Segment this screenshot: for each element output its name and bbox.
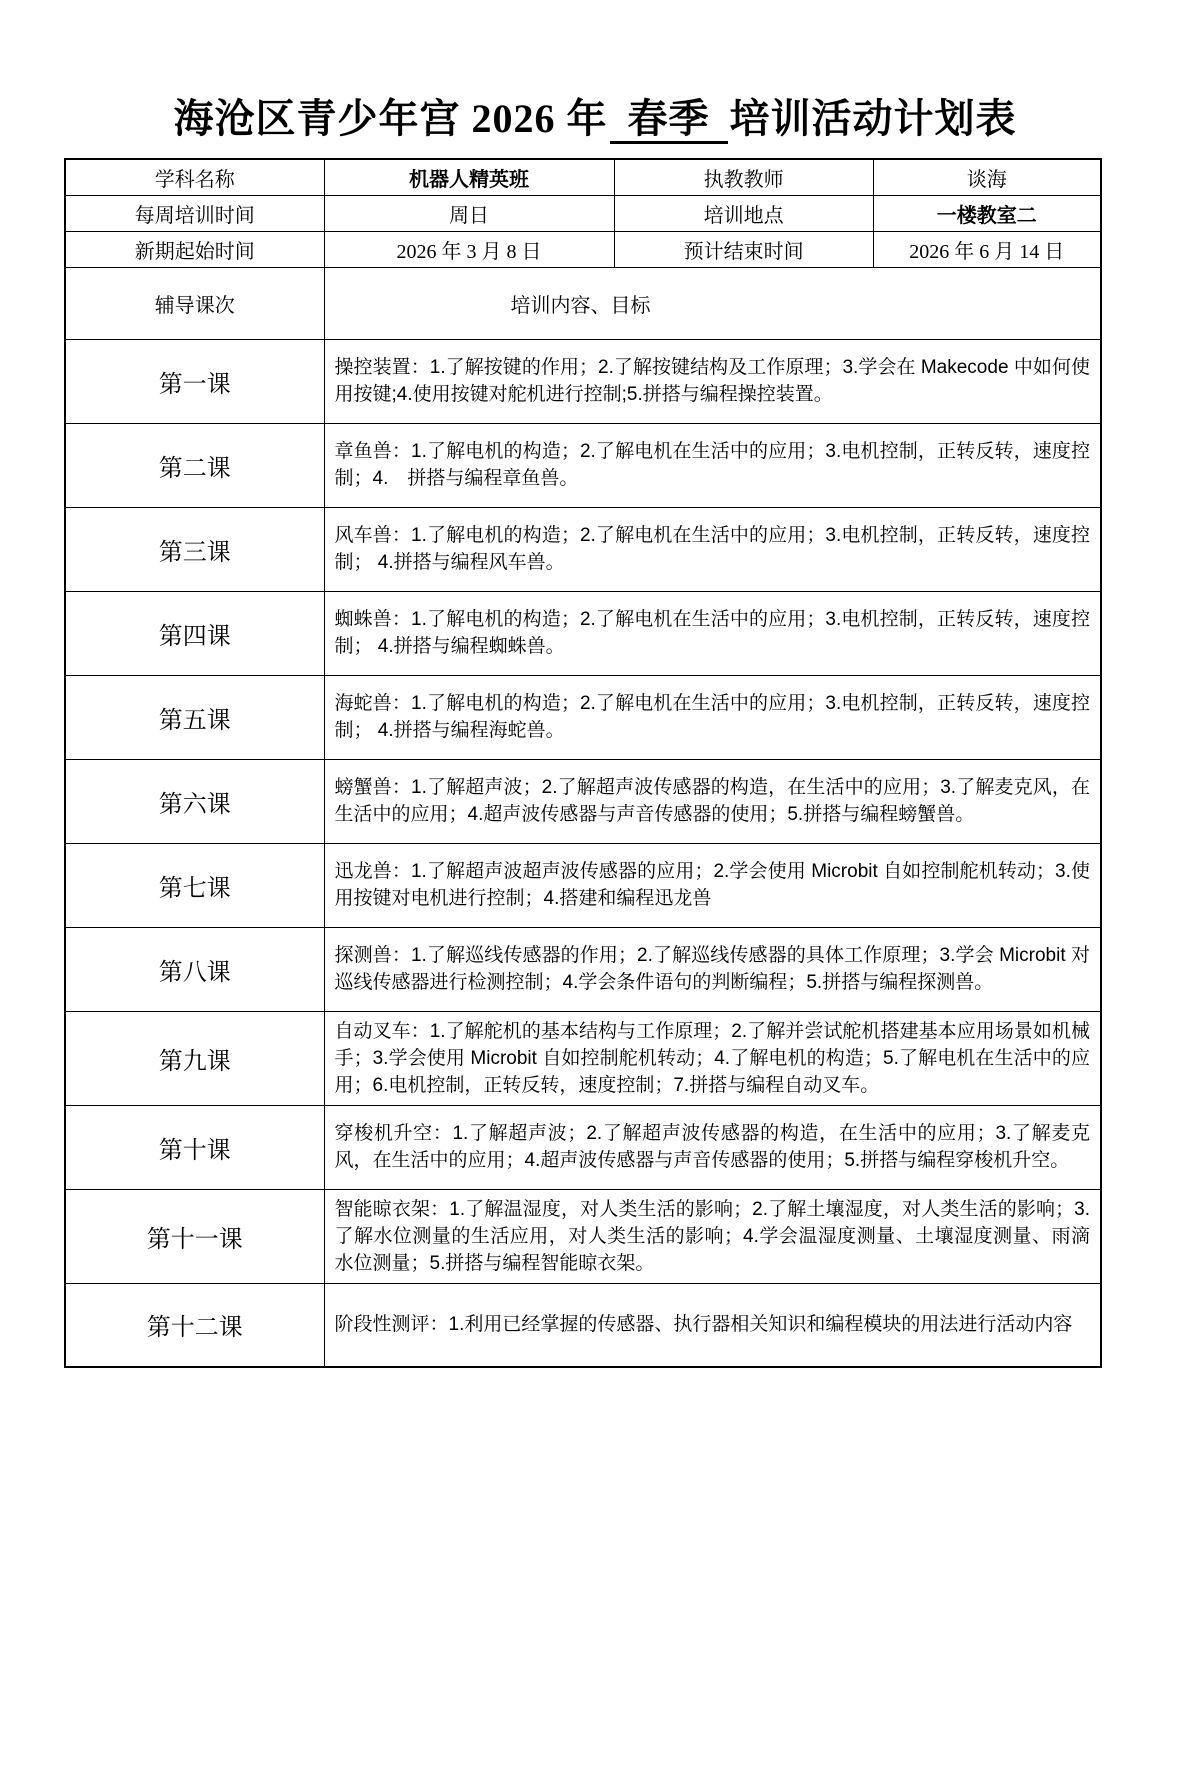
lesson-number: 第八课 bbox=[65, 927, 324, 1011]
info-row-subject-teacher bbox=[65, 159, 1101, 195]
lesson-row-8 bbox=[65, 927, 1101, 1011]
subject-name-value: 机器人精英班 bbox=[324, 159, 614, 195]
lesson-row-4 bbox=[65, 591, 1101, 675]
lesson-row-12 bbox=[65, 1283, 1101, 1367]
lesson-content: 智能晾衣架：1.了解温湿度，对人类生活的影响；2.了解土壤湿度，对人类生活的影响；3.了解水位测量的生活应用，对人类生活的影响；4.学会温湿度测量、土壤湿度测量、雨滴水位测量；5.拼搭与编程智能晾衣架。 bbox=[324, 1189, 1101, 1283]
lesson-number: 第十二课 bbox=[65, 1283, 324, 1367]
lesson-content: 蜘蛛兽：1.了解电机的构造；2.了解电机在生活中的应用；3.电机控制，正转反转，速度控制； 4.拼搭与编程蜘蛛兽。 bbox=[324, 591, 1101, 675]
start-date-label: 新期起始时间 bbox=[65, 231, 324, 267]
lesson-content: 海蛇兽：1.了解电机的构造；2.了解电机在生活中的应用；3.电机控制，正转反转，速度控制； 4.拼搭与编程海蛇兽。 bbox=[324, 675, 1101, 759]
lesson-number: 第九课 bbox=[65, 1011, 324, 1105]
training-plan-table bbox=[64, 158, 1102, 1368]
lesson-content: 探测兽：1.了解巡线传感器的作用；2.了解巡线传感器的具体工作原理；3.学会 Microbit 对巡线传感器进行检测控制；4.学会条件语句的判断编程；5.拼搭与编程探测兽。 bbox=[324, 927, 1101, 1011]
schedule-header-row bbox=[65, 267, 1101, 339]
lesson-content: 章鱼兽：1.了解电机的构造；2.了解电机在生活中的应用；3.电机控制，正转反转，速度控制；4. 拼搭与编程章鱼兽。 bbox=[324, 423, 1101, 507]
lesson-row-11 bbox=[65, 1189, 1101, 1283]
weekly-time-label: 每周培训时间 bbox=[65, 195, 324, 231]
lesson-content: 穿梭机升空：1.了解超声波；2.了解超声波传感器的构造，在生活中的应用；3.了解麦克风，在生活中的应用；4.超声波传感器与声音传感器的使用；5.拼搭与编程穿梭机升空。 bbox=[324, 1105, 1101, 1189]
content-goal-header: 培训内容、目标 bbox=[324, 267, 1101, 339]
lesson-number: 第五课 bbox=[65, 675, 324, 759]
lesson-number: 第十一课 bbox=[65, 1189, 324, 1283]
title-suffix: 培训活动计划表 bbox=[729, 96, 1017, 141]
lesson-number: 第六课 bbox=[65, 759, 324, 843]
lesson-content: 螃蟹兽：1.了解超声波；2.了解超声波传感器的构造，在生活中的应用；3.了解麦克风，在生活中的应用；4.超声波传感器与声音传感器的使用；5.拼搭与编程螃蟹兽。 bbox=[324, 759, 1101, 843]
info-row-time-location bbox=[65, 195, 1101, 231]
location-value: 一楼教室二 bbox=[873, 195, 1101, 231]
lesson-content: 自动叉车：1.了解舵机的基本结构与工作原理；2.了解并尝试舵机搭建基本应用场景如机械手；3.学会使用 Microbit 自如控制舵机转动；4.了解电机的构造；5.了解电机在生活中的应用；6.电机控制，正转反转，速度控制；7.拼搭与编程自动叉车。 bbox=[324, 1011, 1101, 1105]
lesson-number: 第七课 bbox=[65, 843, 324, 927]
location-label: 培训地点 bbox=[614, 195, 873, 231]
lesson-row-1 bbox=[65, 339, 1101, 423]
teacher-label: 执教教师 bbox=[614, 159, 873, 195]
lesson-row-6 bbox=[65, 759, 1101, 843]
info-row-dates bbox=[65, 231, 1101, 267]
title-prefix: 海沧区青少年宫 2026 年 bbox=[173, 96, 608, 141]
weekly-time-value: 周日 bbox=[324, 195, 614, 231]
end-date-value: 2026 年 6 月 14 日 bbox=[873, 231, 1101, 267]
page-title bbox=[0, 96, 1190, 144]
teacher-value: 谈海 bbox=[873, 159, 1101, 195]
lesson-number: 第一课 bbox=[65, 339, 324, 423]
lesson-row-3 bbox=[65, 507, 1101, 591]
start-date-value: 2026 年 3 月 8 日 bbox=[324, 231, 614, 267]
lesson-row-10 bbox=[65, 1105, 1101, 1189]
title-season-underlined: 春季 bbox=[610, 97, 728, 144]
end-date-label: 预计结束时间 bbox=[614, 231, 873, 267]
lesson-content: 操控装置：1.了解按键的作用；2.了解按键结构及工作原理；3.学会在 Makecode 中如何使用按键;4.使用按键对舵机进行控制;5.拼搭与编程操控装置。 bbox=[324, 339, 1101, 423]
lesson-number: 第二课 bbox=[65, 423, 324, 507]
lesson-content: 迅龙兽：1.了解超声波超声波传感器的应用；2.学会使用 Microbit 自如控制舵机转动；3.使用按键对电机进行控制；4.搭建和编程迅龙兽 bbox=[324, 843, 1101, 927]
lesson-number-header: 辅导课次 bbox=[65, 267, 324, 339]
lesson-row-5 bbox=[65, 675, 1101, 759]
lesson-row-9 bbox=[65, 1011, 1101, 1105]
lesson-number: 第四课 bbox=[65, 591, 324, 675]
lesson-content: 风车兽：1.了解电机的构造；2.了解电机在生活中的应用；3.电机控制，正转反转，速度控制； 4.拼搭与编程风车兽。 bbox=[324, 507, 1101, 591]
lesson-number: 第三课 bbox=[65, 507, 324, 591]
lesson-row-7 bbox=[65, 843, 1101, 927]
subject-name-label: 学科名称 bbox=[65, 159, 324, 195]
lesson-content: 阶段性测评：1.利用已经掌握的传感器、执行器相关知识和编程模块的用法进行活动内容 bbox=[324, 1283, 1101, 1367]
lesson-number: 第十课 bbox=[65, 1105, 324, 1189]
lesson-row-2 bbox=[65, 423, 1101, 507]
